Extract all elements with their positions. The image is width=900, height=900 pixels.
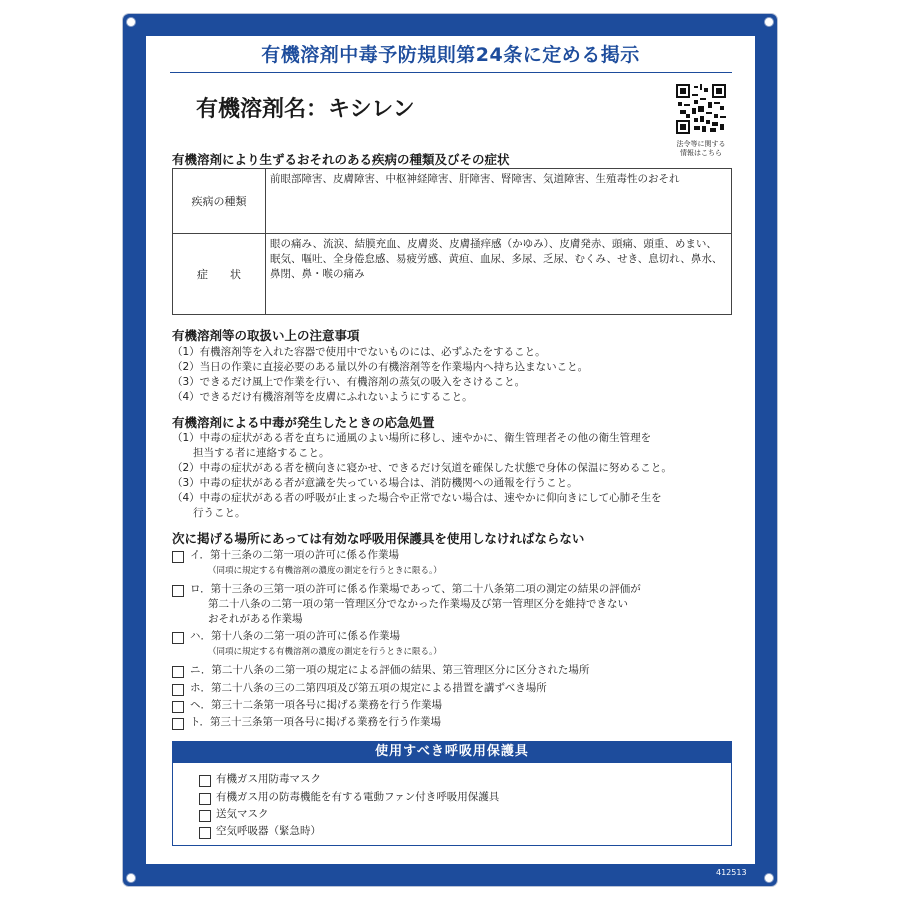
- place-item-ro-cont: 第二十八条の二第一項の第一管理区分でなかった作業場及び第一管理区分を維持できない: [208, 598, 628, 610]
- equipment-item: 送気マスク: [216, 808, 269, 820]
- mounting-hole-top-left: [126, 17, 136, 27]
- list-item: （4）中毒の症状がある者の呼吸が止まった場合や正常でない場合は、速やかに仰向きにして心肺そ生を: [172, 492, 662, 504]
- list-item: （1）中毒の症状がある者を直ちに通風のよい場所に移し、速やかに、衛生管理者その他の衛生管理を: [172, 432, 652, 444]
- place-checkbox-ni[interactable]: [172, 666, 184, 678]
- list-item: （2）中毒の症状がある者を横向きに寝かせ、できるだけ気道を確保した状態で身体の保温に努めること。: [172, 462, 672, 474]
- place-item-i-note: （同項に規定する有機溶剤の濃度の測定を行うときに限る。）: [208, 566, 442, 576]
- equipment-item: 有機ガス用の防毒機能を有する電動ファン付き呼吸用保護具: [216, 791, 500, 803]
- list-item: （4）できるだけ有機溶剤等を皮膚にふれないようにすること。: [172, 391, 473, 403]
- equipment-checkbox[interactable]: [199, 827, 211, 839]
- place-item-ni: ニ．第二十八条の二第一項の規定による評価の結果、第三管理区分に区分された場所: [190, 664, 590, 676]
- diseases-table: [172, 168, 732, 315]
- qr-caption: [662, 140, 740, 158]
- equipment-checkbox[interactable]: [199, 775, 211, 787]
- mounting-hole-bottom-left: [126, 873, 136, 883]
- place-checkbox-he[interactable]: [172, 701, 184, 713]
- equipment-item: 空気呼吸器（緊急時）: [216, 825, 321, 837]
- product-code: 412513: [716, 868, 747, 877]
- mounting-hole-top-right: [764, 17, 774, 27]
- list-item: 行うこと。: [172, 507, 246, 519]
- place-checkbox-to[interactable]: [172, 718, 184, 730]
- qr-caption-line-2: 情報はこちら: [680, 149, 722, 157]
- equipment-checkbox[interactable]: [199, 793, 211, 805]
- handling-list: [172, 345, 588, 405]
- place-item-ha: ハ．第十八条の二第一項の許可に係る作業場: [190, 630, 400, 642]
- title-divider: [170, 72, 732, 73]
- handling-heading: 有機溶剤等の取扱い上の注意事項: [172, 328, 360, 343]
- emergency-heading: 有機溶剤による中毒が発生したときの応急処置: [172, 415, 435, 430]
- place-item-ha-note: （同項に規定する有機溶剤の濃度の測定を行うときに限る。）: [208, 647, 442, 657]
- sign-title: 有機溶剤中毒予防規則第24条に定める掲示: [261, 44, 640, 66]
- disease-type-value: 前眼部障害、皮膚障害、中枢神経障害、肝障害、腎障害、気道障害、生殖毒性のおそれ: [266, 169, 732, 234]
- table-row: [173, 169, 732, 234]
- place-item-to: ト．第三十三条第一項各号に掲げる業務を行う作業場: [190, 716, 442, 728]
- place-item-ro-cont: おそれがある作業場: [208, 613, 303, 625]
- list-item: （3）できるだけ風上で作業を行い、有機溶剤の蒸気の吸入をさけること。: [172, 376, 526, 388]
- diseases-heading: 有機溶剤により生ずるおそれのある疾病の種類及びその症状: [172, 152, 510, 167]
- equipment-checkbox[interactable]: [199, 810, 211, 822]
- places-heading: 次に掲げる場所にあっては有効な呼吸用保護具を使用しなければならない: [172, 531, 585, 546]
- place-checkbox-ha[interactable]: [172, 632, 184, 644]
- list-item: 担当する者に連絡すること。: [172, 447, 330, 459]
- place-item-he: ヘ．第三十二条第一項各号に掲げる業務を行う作業場: [190, 699, 442, 711]
- list-item: （2）当日の作業に直接必要のある量以外の有機溶剤等を作業場内へ持ち込まないこと。: [172, 361, 589, 373]
- qr-caption-line-1: 法令等に関する: [676, 140, 726, 148]
- place-item-ro: ロ．第十三条の三第一項の許可に係る作業場であって、第二十八条第二項の測定の結果の評価が: [190, 583, 641, 595]
- place-checkbox-ro[interactable]: [172, 585, 184, 597]
- symptoms-line: 眠気、嘔吐、全身倦怠感、易疲労感、黄疸、血尿、多尿、乏尿、むくみ、せき、息切れ、鼻水、: [270, 253, 723, 265]
- equipment-heading: 使用すべき呼吸用保護具: [172, 741, 732, 763]
- place-checkbox-i[interactable]: [172, 551, 184, 563]
- symptoms-label: 症 状: [173, 234, 266, 315]
- list-item: （3）中毒の症状がある者が意識を失っている場合は、消防機関への通報を行うこと。: [172, 477, 578, 489]
- symptoms-line: 眼の痛み、流涙、結膜充血、皮膚炎、皮膚掻痒感（かゆみ）、皮膚発赤、頭痛、頭重、めまい、: [270, 238, 717, 250]
- place-checkbox-ho[interactable]: [172, 684, 184, 696]
- list-item: （1）有機溶剤等を入れた容器で使用中でないものには、必ずふたをすること。: [172, 346, 546, 358]
- place-item-ho: ホ．第二十八条の三の二第四項及び第五項の規定による措置を講ずべき場所: [190, 682, 547, 694]
- disease-type-label: 疾病の種類: [173, 169, 266, 234]
- mounting-hole-bottom-right: [764, 873, 774, 883]
- symptoms-line: 鼻閉、鼻・喉の痛み: [270, 268, 365, 280]
- emergency-list: [172, 431, 672, 521]
- equipment-item: 有機ガス用防毒マスク: [216, 773, 321, 785]
- symptoms-value: [266, 234, 732, 315]
- solvent-name: 有機溶剤名：キシレン: [196, 97, 415, 122]
- place-item-i: イ．第十三条の二第一項の許可に係る作業場: [190, 549, 400, 561]
- table-row: [173, 234, 732, 315]
- qr-code-icon: [676, 84, 726, 134]
